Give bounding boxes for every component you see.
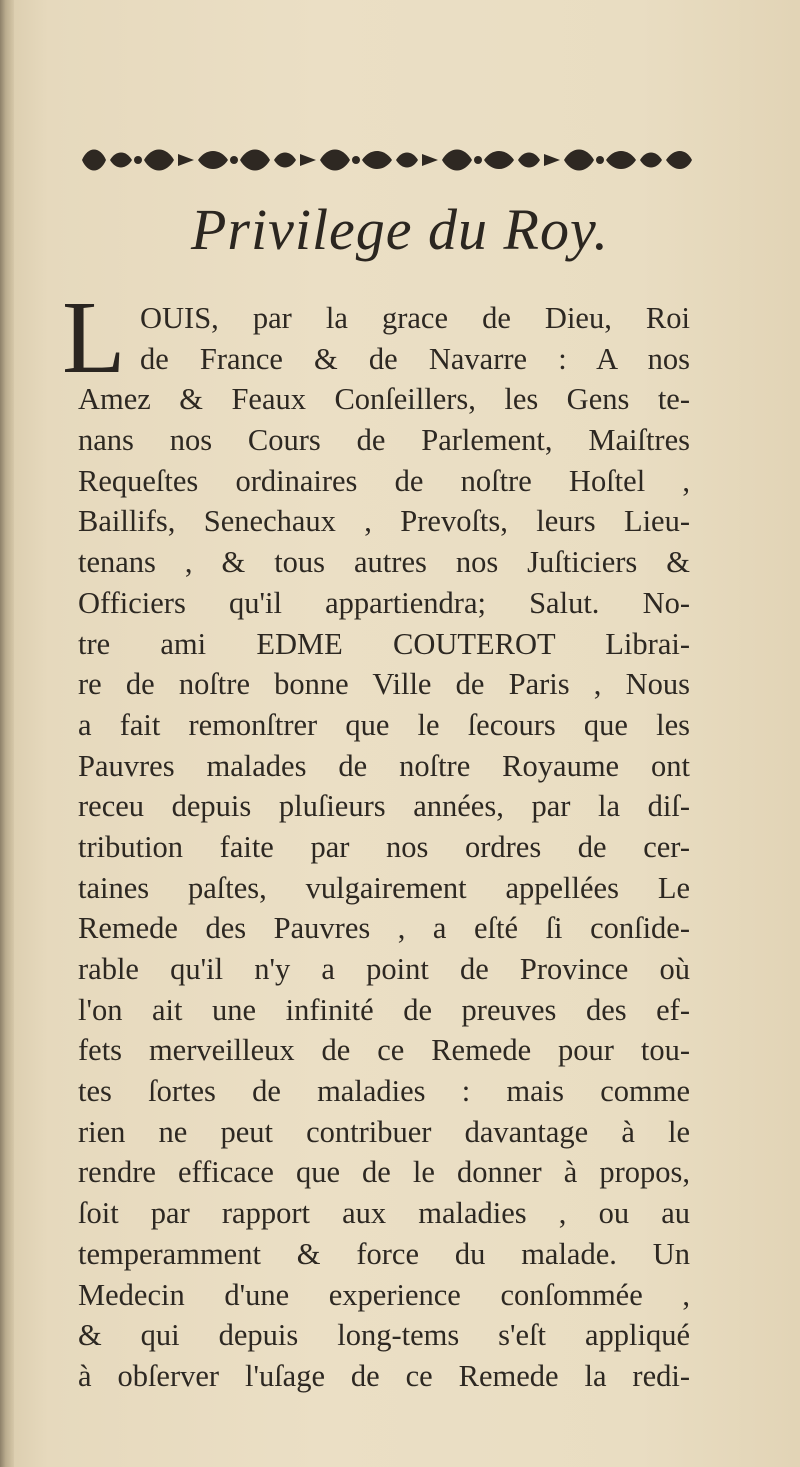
text-line: Requeſtes ordinaires de noſtre Hoſtel , [78, 463, 690, 498]
text-line: rien ne peut contribuer davantage à le [78, 1114, 690, 1149]
text-line: ſoit par rapport aux maladies , ou au [78, 1196, 690, 1231]
text-line: tribution faite par nos ordres de cer- [78, 829, 690, 864]
fleuron-ornament-band [78, 140, 698, 180]
text-line: & qui depuis long-tems s'eſt appliqué [78, 1318, 690, 1353]
text-line: Remede des Pauvres , a eſté ſi conſide- [78, 911, 690, 946]
text-line: a fait remonſtrer que le ſecours que les [78, 707, 690, 742]
text-line: receu depuis pluſieurs années, par la diſ- [78, 789, 690, 824]
text-line: rendre efficace que de le donner à propos, [78, 1155, 690, 1190]
text-line: nans nos Cours de Parlement, Maiſtres [78, 423, 690, 458]
text-line: Pauvres malades de noſtre Royaume ont [78, 748, 690, 783]
text-line: tes ſortes de maladies : mais comme [78, 1074, 690, 1109]
text-line: de France & de Navarre : A nos [140, 341, 690, 376]
text-line: Amez & Feaux Conſeillers, les Gens te- [78, 382, 690, 417]
text-line: tre ami EDME COUTEROT Librai- [78, 626, 690, 661]
text-line: taines paſtes, vulgairement appellées Le [78, 870, 690, 905]
text-line: fets merveilleux de ce Remede pour tou- [78, 1033, 690, 1068]
text-line: l'on ait une infinité de preuves des ef- [78, 992, 690, 1027]
text-line: tenans , & tous autres nos Juſticiers & [78, 545, 690, 580]
text-line: Baillifs, Senechaux , Prevoſts, leurs Lieu- [78, 504, 690, 539]
drop-capital: L [62, 280, 126, 395]
text-line: re de noſtre bonne Ville de Paris , Nous [78, 667, 690, 702]
text-line: Officiers qu'il appartiendra; Salut. No- [78, 585, 690, 620]
text-line: rable qu'il n'y a point de Province où [78, 952, 690, 986]
text-line: temperamment & force du malade. Un [78, 1236, 690, 1271]
body-text [78, 298, 690, 1397]
text-line: à obſerver l'uſage de ce Remede la redi- [78, 1358, 690, 1393]
text-line: Medecin d'une experience conſommée , [78, 1277, 690, 1312]
text-line: OUIS, par la grace de Dieu, Roi [140, 301, 690, 335]
page-title: Privilege du Roy. [190, 197, 610, 262]
